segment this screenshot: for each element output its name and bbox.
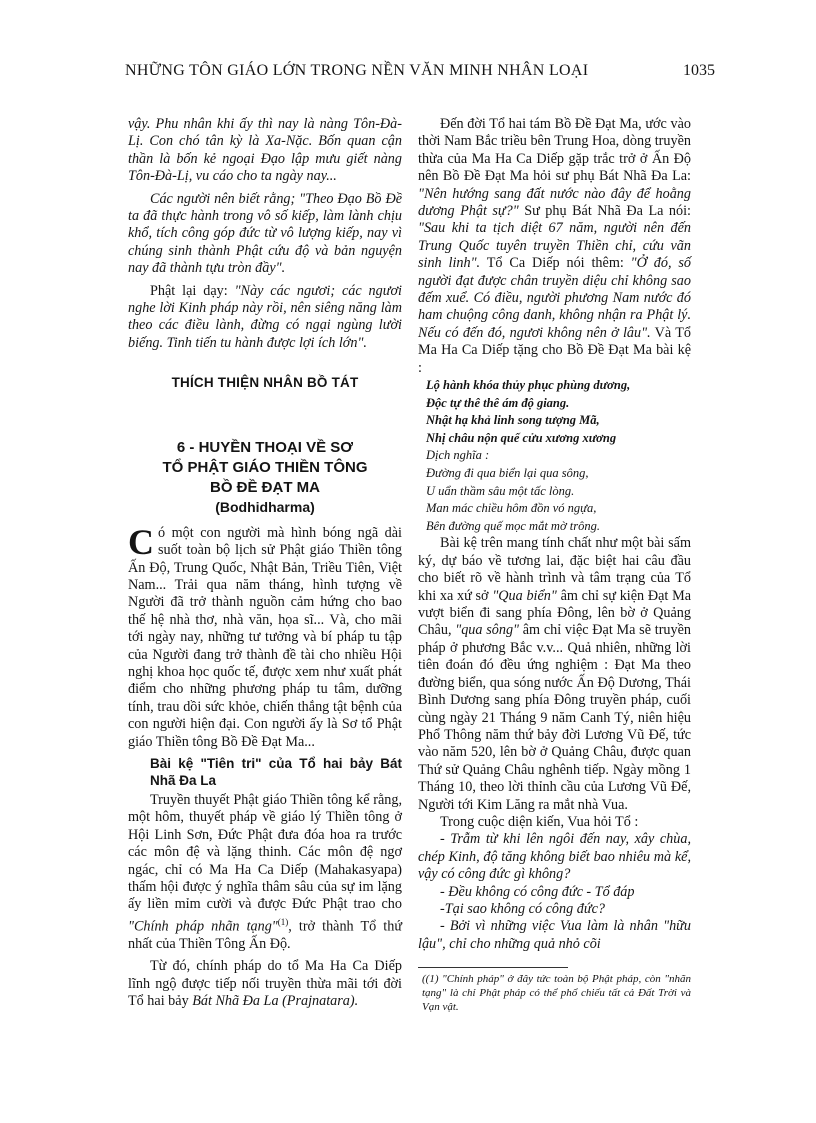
text-run: Truyền thuyết Phật giáo Thiền tông kể rằng, một hôm, thuyết pháp về giáo lý Thiền tông ở Hội Linh Sơn, Đức Phật đưa đóa hoa ra trước các môn đệ và lặng thinh. Các môn đệ ngơ ngác, chỉ có Ma Ha Ca Diếp (Mahakasyapa) thấm hội được ý nghĩa thâm sâu của sự im lặng ấy liền mỉm cười và được Đức Phật trao cho (128, 791, 402, 913)
paragraph (128, 521, 402, 751)
text-run: "Này các ngươi; các ngươi nghe lời Kinh pháp này rồi, nên siêng năng làm theo các điều lành, đừng có ngại ngùng lười biếng. Tinh tiến tu hành được lợi ích lớn". (128, 282, 402, 351)
translation-line: Man mác chiều hôm đồn vó ngựa, (426, 501, 597, 516)
chapter-title-line: BỒ ĐỀ ĐẠT MA (210, 478, 320, 496)
verse-line: Nhật hạ khả linh song tượng Mã, (426, 413, 600, 428)
text-run: âm chỉ việc Đạt Ma sẽ truyền pháp ở phương Bắc v.v... Quả nhiên, những lời tiên đoán đó đều ứng nghiệm : Đạt Ma theo đường biển, qua sóng nước Ấn Độ Dương, Thái Bình Dương sang phía Đông truyền pháp, cuối cùng ngày 21 Tháng 9 năm Canh Tý, niên hiệu Phổ Thông năm thứ bảy đời Lương Vũ Đế, tức vào năm 520, lên bờ ở Quảng Châu, được quan Thứ sử Quảng Châu nghênh tiếp. Ngày mồng 1 Tháng 10, theo lời thỉnh cầu của Lương Vũ Đế, Người tới Kim Lăng ra mắt nhà Vua. (418, 622, 691, 813)
dialogue-line (418, 918, 691, 953)
chapter-title-line: TỔ PHẬT GIÁO THIỀN TÔNG (162, 458, 368, 476)
text-run: Đến đời Tổ hai tám Bồ Đề Đạt Ma, ước vào thời Nam Bắc triều bên Trung Hoa, dòng truyền thừa của Ma Ha Ca Diếp gặp trắc trở ở Ấn Độ nên Bồ Đề Đạt Ma hỏi sư phụ Bát Nhã Đa La: (418, 116, 691, 185)
footnote-marker: (1) (277, 916, 289, 927)
text-run: , chỉ cho những quả nhỏ cõi (442, 935, 601, 952)
paragraph (128, 958, 402, 1010)
verse-line: Nhị châu nộn quế cửu xương xương (426, 430, 617, 445)
translation-line: Bên đường quế mọc mắt mờ trông. (426, 518, 600, 533)
verse-line: Độc tự thê thê ám độ giang. (426, 395, 570, 410)
text-run: Bài kệ trên mang tính chất như một bài sấm ký, dự báo về tương lai, đặc biệt hai câu đầu cho biết rõ về hành trình và tâm trạng của Tổ khi xa xứ sở (418, 535, 691, 604)
text-run: "Qua biển" (492, 587, 557, 604)
text-run: Tổ Ca Diếp nói thêm: (480, 255, 631, 272)
text-run: "Sau khi ta tịch diệt 67 năm, người nên đến Trung Quốc tuyên truyền Thiền chỉ, cứu vãn sinh linh". (418, 220, 691, 272)
right-column (418, 116, 691, 1014)
paragraph: Trong cuộc diện kiến, Vua hỏi Tổ : (440, 813, 639, 830)
footnote: ((1) "Chính pháp" ở đây tức toàn bộ Phật pháp, còn "nhãn tạng" là chỉ Phật pháp có thể phổ chiếu tất cả Đất Trời và Vạn vật. (422, 973, 691, 1014)
text-run: âm chỉ sự kiện Đạt Ma vượt biển đi sang phía Đông, lên bờ ở Quảng Châu, (418, 587, 692, 639)
translation-label: Dịch nghĩa : (426, 448, 490, 463)
text-run: "Nên hướng sang đất nước nào đây để hoằng dương Phật sự?" (418, 185, 691, 220)
verse-block (418, 377, 691, 535)
text-run: "Chính pháp nhãn tạng" (128, 918, 278, 935)
verse-line: Lộ hành khóa thủy phục phùng dương, (426, 378, 631, 393)
paragraph (418, 116, 691, 377)
text-run: , trở thành Tổ thứ nhất của Thiền Tông Ấn Độ. (128, 918, 403, 952)
chapter-subtitle: (Bodhidharma) (215, 498, 315, 515)
left-column (128, 116, 402, 1011)
running-title: NHỮNG TÔN GIÁO LỚN TRONG NỀN VĂN MINH NHÂN LOẠI (125, 62, 589, 79)
paragraph: Các người nên biết rằng; "Theo Đạo Bồ Đề ta đã thực hành trong vô số kiếp, làm lành chịu khổ, tích công góp đức từ vô lượng kiếp, nay vì chúng sinh thành Phật cứu độ và bản nguyện nay đã thành tựu tròn đầy". (128, 190, 402, 277)
chapter-title (128, 438, 402, 498)
chapter-title-line: 6 - HUYỀN THOẠI VỀ SƠ (176, 438, 354, 456)
dialogue-line: - Đều không có công đức - Tổ đáp (440, 883, 635, 900)
text-run: Từ đó, chính pháp do tổ Ma Ha Ca Diếp lĩnh ngộ được tiếp nối truyền thừa mãi tới đời Tổ hai bảy (128, 958, 402, 1010)
paragraph: vậy. Phu nhân khi ấy thì nay là nàng Tôn-Đà-Lị. Con chó tân kỳ là Xa-Nặc. Bốn quan cận thần là bốn kẻ ngoại Đạo lập mưu giết nàng Tôn-Đà-Lị, vu cáo cho ta ngày nay... (128, 116, 402, 185)
text-run: Phật lại dạy: (150, 282, 235, 299)
dialogue-line: -Tại sao không có công đức? (440, 900, 605, 917)
text-run: Bát Nhã Đa La (Prajnatara). (192, 993, 359, 1010)
paragraph (128, 283, 402, 353)
paragraph (128, 792, 402, 953)
page-number: 1035 (683, 62, 715, 79)
text-run: "qua sông" (455, 622, 519, 639)
translation-line: U uẩn thầm sâu một tấc lòng. (426, 483, 575, 498)
translation-line: Đường đi qua biển lại qua sông, (426, 466, 589, 481)
author-heading: THÍCH THIỆN NHÂN BỒ TÁT (171, 375, 359, 391)
text-run: "hữu lậu" (418, 918, 691, 952)
drop-cap: C (128, 521, 154, 562)
footnote-divider (418, 967, 568, 968)
paragraph (418, 535, 691, 814)
text-run: Sư phụ Bát Nhã Đa La nói: (518, 203, 691, 220)
text-run: - Bởi vì những việc Vua làm là nhân (440, 918, 664, 935)
dialogue-line: - Trẫm từ khi lên ngôi đến nay, xây chùa, chép Kinh, độ tăng không biết bao nhiêu mà kể, vậy có công đức gì không? (418, 831, 691, 883)
text-run: "Ở đó, số người đạt được chân truyền diệu chỉ không sao đếm xuể. Có điều, người phương Nam nước đó ham chuộng công danh, không nhận ra Phật lý. Nếu có đến đó, ngươi không nên ở lâu". (418, 255, 691, 341)
section-heading: Bài kệ "Tiên tri" của Tổ hai bảy Bát Nhã Đa La (150, 755, 402, 788)
text-run: Và Tổ Ma Ha Ca Diếp tặng cho Bồ Đề Đạt Ma bài kệ : (418, 324, 692, 376)
text-run: ó một con người mà hình bóng ngã dài suốt toàn bộ lịch sử Phật giáo Thiền tông Ấn Độ, Trung Quốc, Nhật Bản, Triều Tiên, Việt Nam... Trải qua năm tháng, hình tượng về Người đã trở thành nguồn cảm hứng cho bao thế hệ nhà thơ, nhà văn, họa sĩ... Và, cho mãi tới ngày nay, những tư tưởng và bí pháp tu tập của Người đang trở thành đề tài cho nhiều Hội nghị khoa học quốc tế, được xem như xuất phát điểm cho những phương pháp tu tâm, dưỡng tính, trau dồi sức khỏe, chiến thắng tật bệnh của con người hiện đại. Con người ấy là Sơ tổ Phật giáo Thiền tông Bồ Đề Đạt Ma... (128, 524, 402, 750)
page-header (125, 62, 715, 88)
